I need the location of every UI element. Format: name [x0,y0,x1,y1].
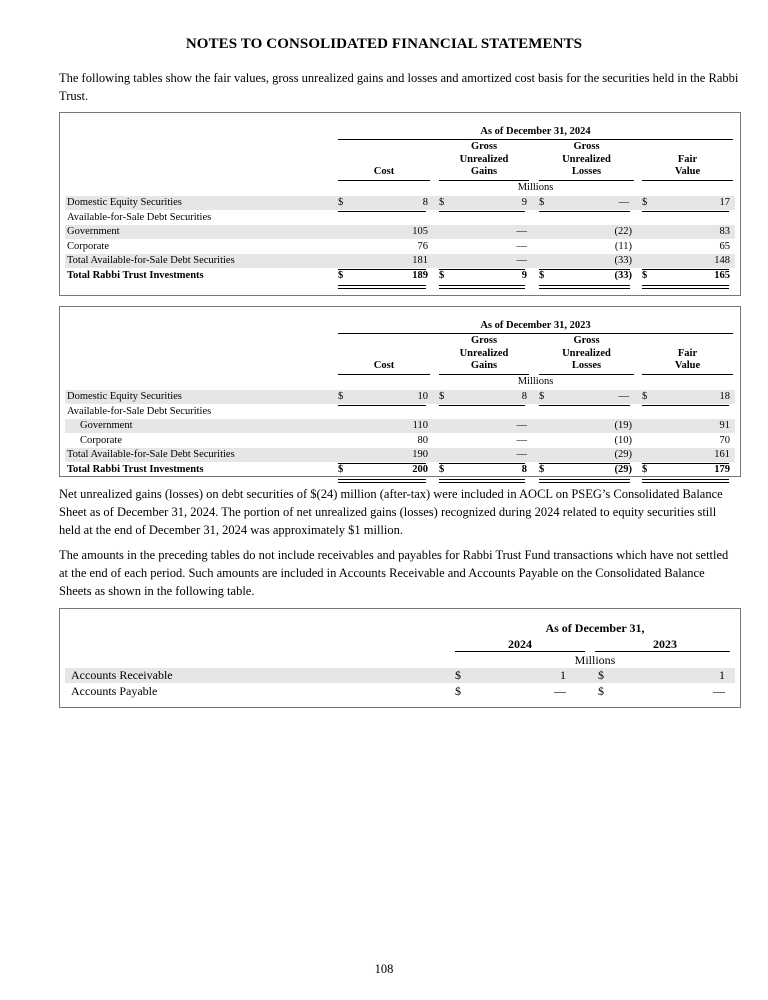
col-header-2024: 2024 [508,637,532,651]
row-label: Available-for-Sale Debt Securities [67,211,212,223]
col-header-gains-line: Gross [470,335,498,346]
currency-symbol: $ [642,391,648,402]
total-double-rule [539,479,630,483]
currency-symbol: $ [439,270,445,281]
cell-value: 190 [412,449,428,461]
total-double-rule [338,285,426,289]
currency-symbol: $ [455,684,461,698]
units-label: Millions [517,376,554,387]
row-label: Total Rabbi Trust Investments [67,270,204,281]
currency-symbol: $ [642,197,648,208]
table-row [65,196,735,210]
col-header-rule [539,374,634,375]
currency-symbol: $ [642,270,648,281]
total-double-rule [439,479,525,483]
row-label: Accounts Payable [71,684,158,698]
currency-symbol: $ [539,391,545,402]
col-header-fair-line: Value [674,166,701,177]
cell-value: — [516,449,527,461]
col-header-rule [642,374,733,375]
cell-value: 83 [719,226,730,238]
cell-value: (33) [614,270,632,281]
col-header-cost: Cost [373,166,395,177]
col-header-cost: Cost [373,360,395,371]
row-label: Total Available-for-Sale Debt Securities [67,255,235,267]
cell-value: 9 [521,197,527,208]
total-double-rule [539,285,630,289]
col-header-losses-line: Gross [573,335,600,346]
currency-symbol: $ [539,197,545,208]
col-header-rule [539,180,634,181]
unrealized-gains-paragraph: Net unrealized gains (losses) on debt securities of $(24) million (after-tax) were included in AOCL on PSEG’s Consolidated Balance Sheet as of December 31, 2024. The portion of net unrealized gains (losses) recognized during 2024 related to equity securities still held at the end of December 31, 2024 was approximately $1 million. [59,487,723,537]
cell-value: 76 [417,240,428,252]
currency-symbol: $ [439,197,445,208]
units-label: Millions [517,182,554,193]
currency-symbol: $ [338,391,344,402]
col-header-losses-line: Unrealized [562,347,611,359]
currency-symbol: $ [338,464,344,475]
receivables-paragraph: The amounts in the preceding tables do not include receivables and payables for Rabbi Trust Fund transactions which have not settled at the end of each period. Such amounts are included in Accounts Receivable and Accounts Payable on the Consolidated Balance Sheets as shown in the following table. [59,548,729,598]
cell-value: 8 [521,391,527,402]
cell-value: 105 [412,226,428,238]
currency-symbol: $ [439,464,445,475]
col-header-gains-line: Gains [470,166,498,177]
cell-value: 161 [714,449,730,461]
page-number: 108 [374,962,394,976]
cell-value: (29) [614,449,632,461]
row-label: Available-for-Sale Debt Securities [67,405,212,417]
row-label: Corporate [67,240,109,252]
table-row [65,684,735,699]
cell-value: — [516,434,527,446]
table-row [65,269,735,283]
col-header-rule [338,180,430,181]
total-double-rule [642,285,729,289]
row-label: Corporate [80,434,122,446]
currency-symbol: $ [539,464,545,475]
col-header-rule [439,374,529,375]
cell-value: — [516,226,527,238]
col-header-gains-line: Unrealized [459,153,509,165]
cell-value: 8 [422,197,428,208]
currency-symbol: $ [598,668,604,682]
total-double-rule [439,285,525,289]
cell-value: 70 [719,434,730,446]
cell-value: (19) [614,420,632,432]
currency-symbol: $ [539,270,545,281]
row-label: Total Available-for-Sale Debt Securities [67,449,235,461]
cell-value: (11) [614,240,632,252]
col-header-fair-line: Fair [677,153,698,165]
cell-value: (29) [614,464,632,475]
table-2024 [59,112,741,296]
row-label: Domestic Equity Securities [67,197,182,208]
col-header-rule [439,180,529,181]
table-row [65,463,735,477]
col-header-gains-line: Gross [470,141,498,152]
cell-value: — [516,255,527,267]
cell-value: 9 [521,270,527,281]
cell-value: 1 [560,668,566,682]
cell-value: 8 [521,464,527,475]
col-header-2023: 2023 [653,637,677,651]
cell-value: 181 [412,255,428,267]
table-row [65,405,735,419]
cell-value: — [618,391,629,402]
col-header-rule [595,651,730,652]
currency-symbol: $ [598,684,604,698]
col-header-fair-line: Fair [677,347,698,359]
table-row [65,240,735,254]
table-row [65,254,735,268]
cell-value: 18 [719,391,730,402]
cell-value: 1 [719,668,725,682]
row-label: Total Rabbi Trust Investments [67,464,204,475]
cell-value: — [516,240,527,252]
cell-value: (22) [614,226,632,238]
page-title: NOTES TO CONSOLIDATED FINANCIAL STATEMENTS [185,36,583,52]
cell-value: (10) [614,434,632,446]
overhead-rule [338,139,733,140]
cell-value: (33) [614,255,632,267]
table-row [65,419,735,433]
col-header-gains-line: Gains [470,360,498,371]
col-header-losses-line: Gross [573,141,600,152]
total-double-rule [642,479,729,483]
table-overhead: As of December 31, 2024 [480,126,591,137]
cell-value: 80 [417,434,428,446]
cell-value: 91 [719,420,730,432]
col-header-losses-line: Unrealized [562,153,611,165]
intro-paragraph: The following tables show the fair values, gross unrealized gains and losses and amortized cost basis for the securities held in the Rabbi Trust. [59,71,739,103]
col-header-gains-line: Unrealized [459,347,509,359]
cell-value: — [516,420,527,432]
cell-value: 148 [714,255,730,267]
table-row [65,211,735,225]
currency-symbol: $ [338,270,344,281]
table-row [65,668,735,683]
row-label: Accounts Receivable [71,668,173,682]
cell-value: 65 [719,240,730,252]
table-row [65,448,735,462]
units-label: Millions [574,653,616,667]
row-label: Government [80,420,133,432]
col-header-rule [455,651,585,652]
cell-value: 165 [714,270,730,281]
table-row [65,390,735,404]
table-receivables-payables [59,608,741,708]
table-row [65,225,735,239]
cell-value: 17 [719,197,730,208]
total-double-rule [338,479,426,483]
table-overhead: As of December 31, [545,621,645,635]
row-label: Government [67,226,120,238]
overhead-rule [338,333,733,334]
currency-symbol: $ [455,668,461,682]
currency-symbol: $ [338,197,344,208]
col-header-rule [338,374,430,375]
cell-value: 200 [412,464,428,475]
cell-value: — [713,684,725,698]
col-header-fair-line: Value [674,360,701,371]
table-overhead: As of December 31, 2023 [480,320,591,331]
row-label: Domestic Equity Securities [67,391,182,402]
col-header-losses-line: Losses [571,166,602,177]
currency-symbol: $ [439,391,445,402]
cell-value: 110 [412,420,428,432]
cell-value: — [618,197,629,208]
cell-value: 179 [714,464,730,475]
cell-value: 10 [417,391,428,402]
cell-value: — [554,684,566,698]
col-header-rule [642,180,733,181]
cell-value: 189 [412,270,428,281]
table-row [65,434,735,448]
col-header-losses-line: Losses [571,360,602,371]
table-2023 [59,306,741,477]
currency-symbol: $ [642,464,648,475]
